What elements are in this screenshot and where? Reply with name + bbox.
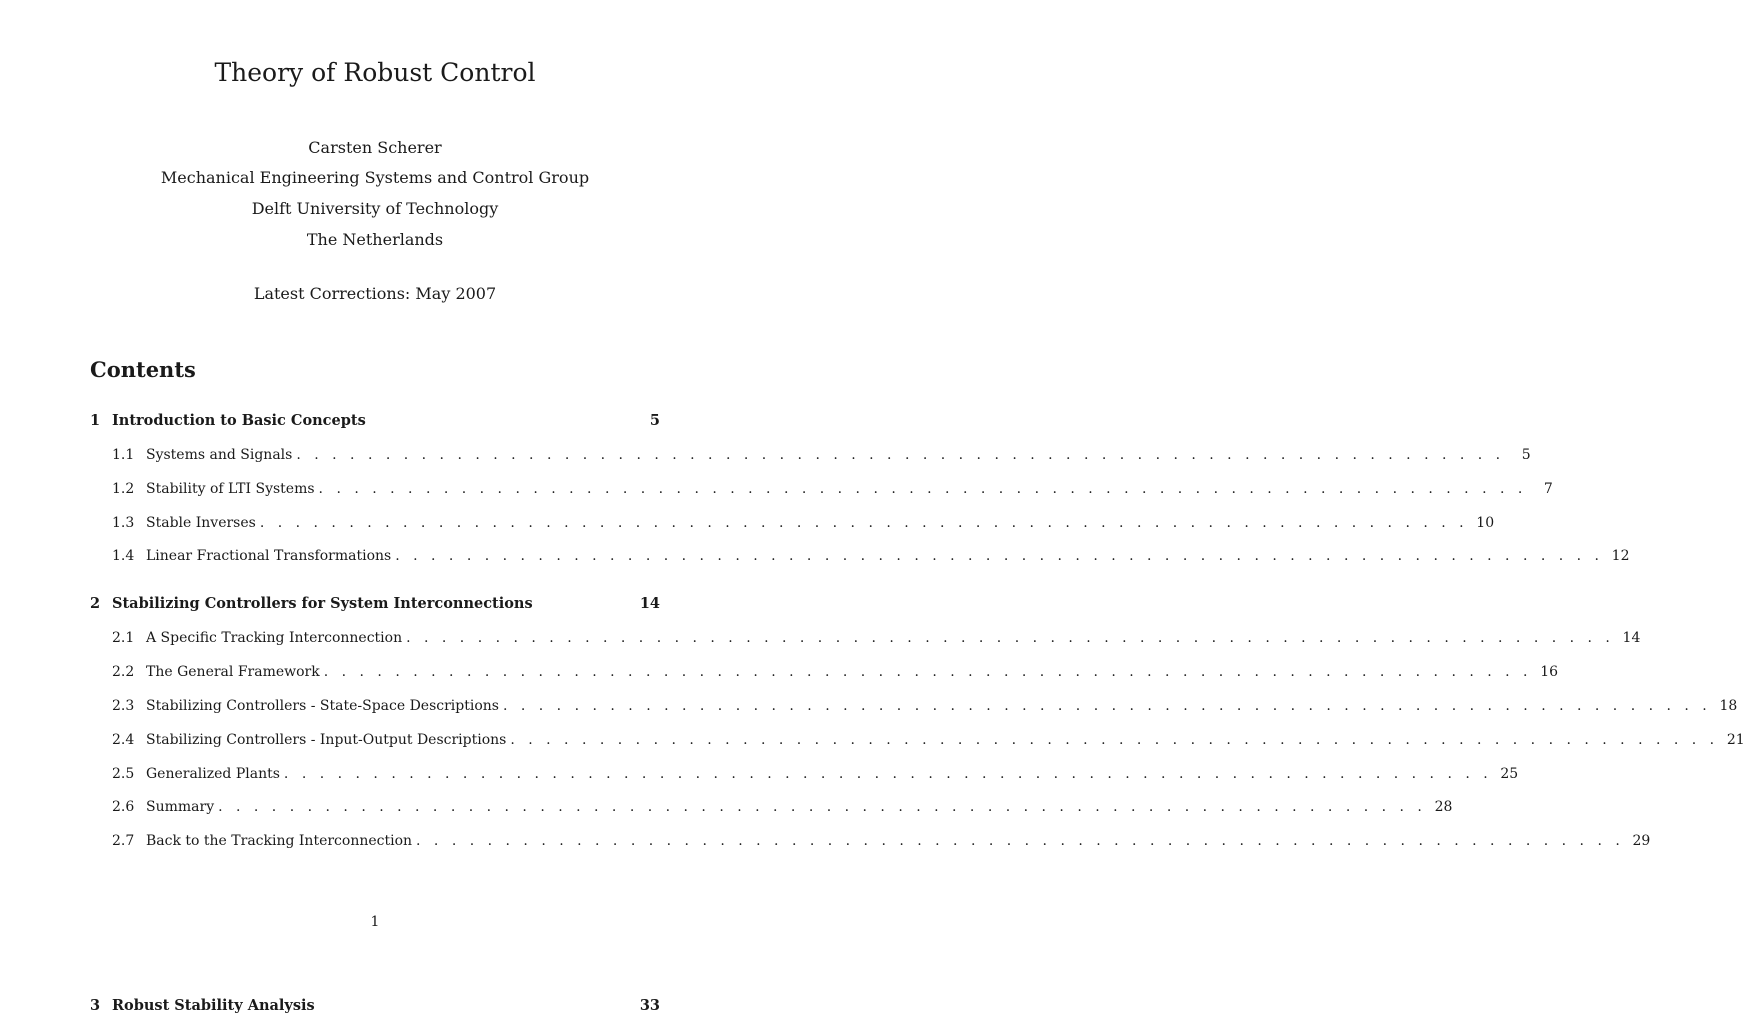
toc-leader-dots: . . . . . . . . . . . . . . . . . . . . . . . . . . . . . . . . . . . . . . . . . . . . . . . . . . . . . . . . . . . . . . . . . . . . xyxy=(283,766,1493,782)
document-title: Theory of Robust Control xyxy=(214,58,536,87)
toc-section-title: Summary xyxy=(146,799,215,815)
toc-leader-dots: . . . . . . . . . . . . . . . . . . . . . . . . . . . . . . . . . . . . . . . . . . . . . . . . . . . . . . . . . . . . . . . . . . . . xyxy=(218,799,1427,815)
toc-page-number: 12 xyxy=(1611,548,1630,564)
author-name: Carsten Scherer xyxy=(308,138,442,157)
toc-section-number: 1.4 xyxy=(112,548,135,564)
contents-heading: Contents xyxy=(90,357,196,382)
toc-section-title: Stabilizing Controllers - Input-Output Descriptions xyxy=(146,732,507,748)
toc-leader-dots: . . . . . . . . . . . . . . . . . . . . . . . . . . . . . . . . . . . . . . . . . . . . . . . . . . . . . . . . . . . . . . . . . . . . xyxy=(502,698,1712,714)
toc-page-number: 21 xyxy=(1726,732,1745,748)
toc-chapter-title: Robust Stability Analysis xyxy=(112,997,315,1014)
toc-leader-dots: . . . . . . . . . . . . . . . . . . . . . . . . . . . . . . . . . . . . . . . . . . . . . . . . . . . . . . . . . . . . . . . . . . . . xyxy=(416,833,1625,849)
affiliation-group: Mechanical Engineering Systems and Control Group xyxy=(160,168,590,187)
page-number: 1 xyxy=(370,914,380,930)
toc-page-number: 29 xyxy=(1632,833,1651,849)
toc-page-number: 16 xyxy=(1540,664,1559,680)
toc-chapter-2[interactable] xyxy=(90,594,660,614)
toc-leader-dots: . . . . . . . . . . . . . . . . . . . . . . . . . . . . . . . . . . . . . . . . . . . . . . . . . . . . . . . . . . . . . . . . . . . . xyxy=(259,515,1469,531)
toc-section-number: 2.4 xyxy=(112,732,135,748)
toc-section-number: 1.2 xyxy=(112,481,135,497)
toc-section-number: 2.3 xyxy=(112,698,135,714)
toc-section-number: 2.5 xyxy=(112,766,135,782)
toc-section-number: 2.6 xyxy=(112,799,135,815)
toc-section-2-6[interactable] xyxy=(90,797,1453,817)
toc-section-title: Stability of LTI Systems xyxy=(146,481,315,497)
toc-leader-dots: . . . . . . . . . . . . . . . . . . . . . . . . . . . . . . . . . . . . . . . . . . . . . . . . . . . . . . . . . . . . . . . . . . . . xyxy=(296,447,1505,463)
toc-chapter-1[interactable] xyxy=(90,411,660,431)
toc-section-title: The General Framework xyxy=(146,664,320,680)
toc-section-1-3[interactable] xyxy=(90,513,1495,533)
affiliation-country: The Netherlands xyxy=(306,230,444,249)
toc-chapter-number: 3 xyxy=(90,997,101,1014)
toc-chapter-title: Stabilizing Controllers for System Interconnections xyxy=(112,595,533,612)
toc-section-number: 2.7 xyxy=(112,833,135,849)
toc-section-2-1[interactable] xyxy=(90,628,1641,648)
toc-section-title: Generalized Plants xyxy=(146,766,280,782)
toc-page-number: 14 xyxy=(1622,630,1641,646)
toc-section-number: 1.3 xyxy=(112,515,135,531)
toc-section-title: A Specific Tracking Interconnection xyxy=(146,630,403,646)
toc-section-2-5[interactable] xyxy=(90,764,1519,784)
toc-page-number: 18 xyxy=(1719,698,1738,714)
toc-page-number: 14 xyxy=(639,595,660,612)
toc-section-title: Back to the Tracking Interconnection xyxy=(146,833,413,849)
toc-section-number: 2.1 xyxy=(112,630,135,646)
toc-chapter-number: 2 xyxy=(90,595,101,612)
toc-chapter-title: Introduction to Basic Concepts xyxy=(112,412,366,429)
toc-section-1-4[interactable] xyxy=(90,546,1630,566)
toc-chapter-3[interactable] xyxy=(90,996,660,1016)
toc-section-1-2[interactable] xyxy=(90,479,1553,499)
toc-section-number: 1.1 xyxy=(112,447,135,463)
toc-section-number: 2.2 xyxy=(112,664,135,680)
toc-section-2-3[interactable] xyxy=(90,696,1738,716)
toc-page-number: 10 xyxy=(1476,515,1495,531)
toc-section-title: Stabilizing Controllers - State-Space Descriptions xyxy=(146,698,499,714)
toc-section-2-2[interactable] xyxy=(90,662,1559,682)
toc-section-1-1[interactable] xyxy=(90,445,1531,465)
toc-page-number: 5 xyxy=(649,412,660,429)
toc-page-number: 5 xyxy=(1521,447,1531,463)
toc-page-number: 7 xyxy=(1543,481,1553,497)
toc-section-2-4[interactable] xyxy=(90,730,1745,750)
toc-section-title: Linear Fractional Transformations xyxy=(146,548,392,564)
toc-page-number: 28 xyxy=(1434,799,1453,815)
toc-leader-dots: . . . . . . . . . . . . . . . . . . . . . . . . . . . . . . . . . . . . . . . . . . . . . . . . . . . . . . . . . . . . . . . . . . . . xyxy=(323,664,1533,680)
corrections-date: Latest Corrections: May 2007 xyxy=(253,284,497,303)
toc-leader-dots: . . . . . . . . . . . . . . . . . . . . . . . . . . . . . . . . . . . . . . . . . . . . . . . . . . . . . . . . . . . . . . . . . . . . xyxy=(318,481,1527,497)
toc-page-number: 33 xyxy=(639,997,660,1014)
toc-page-number: 25 xyxy=(1500,766,1519,782)
toc-leader-dots: . . . . . . . . . . . . . . . . . . . . . . . . . . . . . . . . . . . . . . . . . . . . . . . . . . . . . . . . . . . . . . . . . . . . xyxy=(510,732,1719,748)
toc-section-2-7[interactable] xyxy=(90,831,1651,851)
toc-chapter-number: 1 xyxy=(90,412,101,429)
toc-section-title: Systems and Signals xyxy=(146,447,293,463)
toc-section-title: Stable Inverses xyxy=(146,515,256,531)
affiliation-university: Delft University of Technology xyxy=(251,199,499,218)
toc-leader-dots: . . . . . . . . . . . . . . . . . . . . . . . . . . . . . . . . . . . . . . . . . . . . . . . . . . . . . . . . . . . . . . . . . . . . xyxy=(406,630,1615,646)
toc-leader-dots: . . . . . . . . . . . . . . . . . . . . . . . . . . . . . . . . . . . . . . . . . . . . . . . . . . . . . . . . . . . . . . . . . . . . xyxy=(395,548,1604,564)
